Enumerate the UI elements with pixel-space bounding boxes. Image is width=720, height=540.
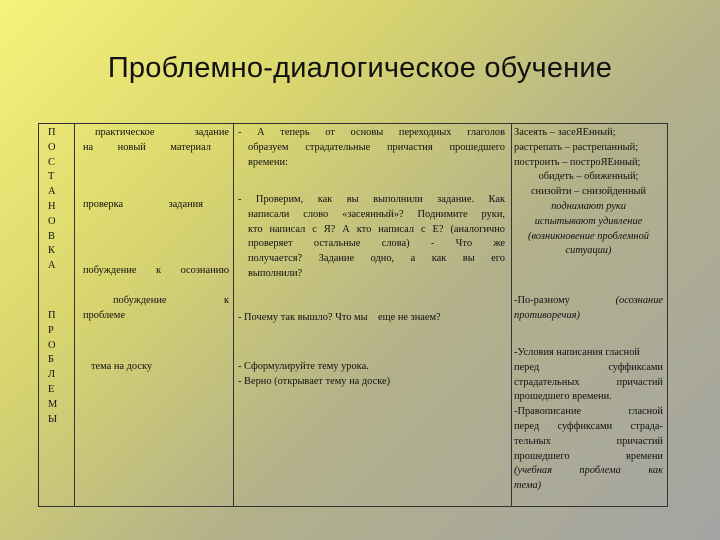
postanovka-letter: А (48, 186, 56, 198)
action-problem-prompt: побуждение к проблеме (83, 295, 229, 321)
postanovka-letter: Н (48, 200, 56, 212)
postanovka-letter: В (48, 230, 55, 242)
reactions-column (512, 124, 667, 506)
postanovka-letter: А (48, 260, 56, 272)
action-awareness: побуждение к осознанию (83, 265, 229, 276)
actions-column (75, 124, 234, 506)
problemy-letter: Е (48, 383, 55, 395)
postanovka-letter: О (48, 141, 56, 153)
postanovka-letter: К (48, 245, 55, 257)
action-practical-task: практическое задание на новый материал (83, 127, 229, 153)
reaction-topic: -Условия написания гласной перед суффиксами страдательных причастий прошедшего времени. -Правописание гласной перед суффиксами страда- тельных причастий прошедшего времени (учебная проблема как тема) (514, 347, 663, 492)
postanovka-letter: Т (48, 171, 55, 183)
stage-label-problemy (48, 309, 57, 427)
dialogue-check: - Проверим, как вы выполнили задание. Как написали слово «засеянный»? Поднимите руки, кто написал с Я? А кто написал с Е? (аналогично проверяет остальные слова) - Что же получается? Задание одно, а как вы его выполнили? (238, 194, 505, 279)
problemy-letter: О (48, 339, 56, 351)
postanovka-letter: С (48, 156, 55, 168)
action-check-task: проверка задания (83, 199, 203, 210)
reaction-words-list: Засеять – засеЯЕнный; растрепать – растрепанный; построить – построЯЕнный; обидеть – обиженный; снизойти – снизойденный поднимают руки испытывают удивление (возникновение проблемной ситуации) (514, 127, 649, 257)
problemy-letter: М (48, 398, 58, 410)
problemy-letter: Б (48, 354, 54, 366)
problemy-letter: Ы (48, 413, 58, 425)
problemy-letter: Р (48, 324, 54, 336)
postanovka-letter: О (48, 215, 56, 227)
dialogue-task-intro: - А теперь от основы переходных глаголов образуем страдательные причастия прошедшего времени: (238, 127, 505, 168)
stage-label-postanovka (48, 126, 56, 274)
stage-column (39, 124, 75, 506)
dialogue-column (234, 124, 512, 506)
action-topic-board: тема на доску (91, 361, 153, 372)
reaction-contradiction: -По-разному (осознание противоречия) (514, 295, 663, 321)
dialogue-why-question: - Почему так вышло? Что мы еще не знаем? (238, 312, 441, 323)
lesson-table (38, 123, 668, 507)
page-title: Проблемно-диалогическое обучение (107, 52, 613, 84)
problemy-letter: П (48, 310, 56, 321)
postanovka-letter: П (48, 127, 56, 138)
problemy-letter: Л (48, 369, 56, 381)
dialogue-topic: - Сформулируйте тему урока. - Верно (открывает тему на доске) (238, 361, 391, 387)
